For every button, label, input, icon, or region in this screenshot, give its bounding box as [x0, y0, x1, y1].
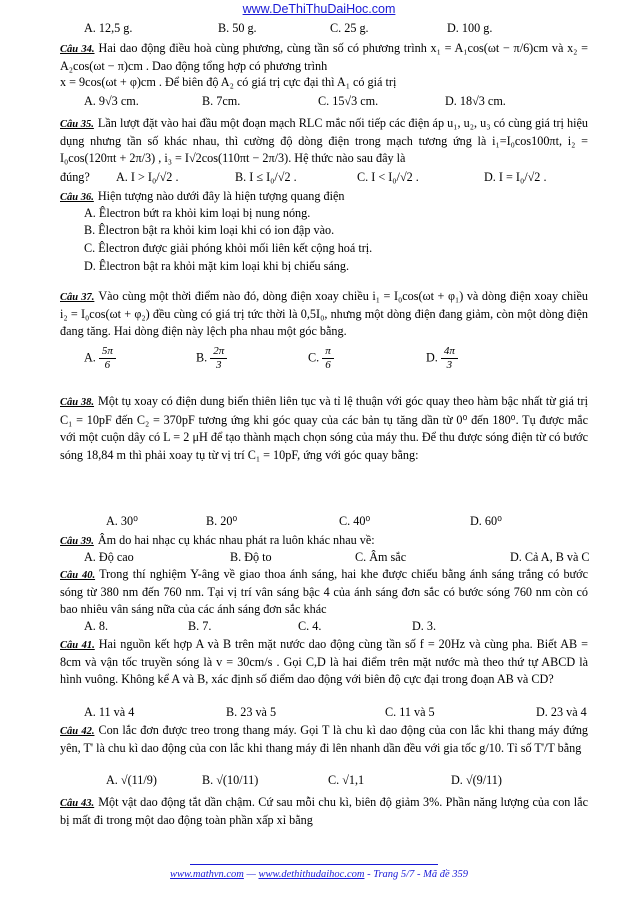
q37-option-d: D. $\frac{4\pi}{3}$ — [426, 345, 458, 372]
q42-option-d: D. √(9/11) — [451, 773, 502, 787]
q39-option-a: A. Độ cao — [84, 550, 134, 564]
q39-number: Câu 39. — [60, 536, 94, 547]
header-site-link[interactable]: www.DeThiThuDaiHoc.com — [242, 2, 396, 16]
q40-option-a: A. 8. — [84, 619, 109, 633]
q34-option-b: B. 7cm. — [202, 94, 241, 108]
q34-option-d: D. 18√3 cm. — [445, 94, 506, 108]
q38-option-b: B. 20⁰ — [206, 514, 238, 528]
q39-option-c: C. Âm sắc — [355, 550, 407, 564]
q33-option-d: D. 100 g. — [447, 21, 493, 35]
q41-stem: Hai nguồn kết hợp A và B trên mặt nước dao động cùng tần số f = 20Hz và cùng pha. Biết AB = 8cm và vận tốc truyền sóng là v = 30cm/s . Gọi C,D là hai điểm trên mặt nước mà theo thứ tự ABCD là hình vuông. Không kể A và B, xác định số điểm dao động với biên độ cực đại trong đoạn AB và CD? — [60, 637, 589, 686]
q39-text — [60, 532, 588, 550]
q35-stem: Lần lượt đặt vào hai đầu một đoạn mạch RLC mắc nối tiếp các điện áp u₁, u₂, u₃ có cùng giá trị hiệu dụng nhưng tần số khác nhau, thì cường độ dòng điện trong mạch tương ứng là i₁=I₀cos100πt, i₂ = I₀cos(120πt + 2π/3) , i₃ = I√2cos(110πt − 2π/3). Hệ thức nào sau đây là — [60, 116, 589, 165]
q33-option-a: A. 12,5 g. — [84, 21, 133, 35]
footer-link-mathvn[interactable]: www.mathvn.com — [170, 869, 244, 880]
q42-option-c: C. √1,1 — [328, 773, 365, 787]
q33-option-b: B. 50 g. — [218, 21, 257, 35]
footer-page-info: - Trang 5/7 - Mã đề 359 — [367, 869, 468, 880]
q38-stem: Một tụ xoay có điện dung biến thiên liên tục và tỉ lệ thuận với góc quay theo hàm bậc nhất từ giá trị C₁ = 10pF đến C₂ = 370pF tương ứng khi góc quay của các bản tụ tăng dần từ 0⁰ đến 180⁰. Tụ được mắc với một cuộn dây có L = 2 μH để tạo thành mạch chọn sóng của máy thu. Để thu được sóng điện từ có bước sóng 18,84 m thì phải xoay tụ từ vị trí C₁ = 10pF, ứng với góc quay bằng: — [60, 394, 588, 462]
footer-link-dethithudaihoc[interactable]: www.dethithudaihoc.com — [258, 869, 365, 880]
q43-stem: Một vật dao động tắt dần chậm. Cứ sau mỗi chu kì, biên độ giảm 3%. Phần năng lượng của con lắc bị mất đi trong một dao động toàn phần xấp xỉ bằng — [60, 795, 588, 827]
q36-option-a: A. Êlectron bứt ra khỏi kim loại bị nung nóng. — [84, 206, 311, 220]
q36-number: Câu 36. — [60, 192, 94, 203]
q34-number: Câu 34. — [60, 44, 95, 55]
q36-option-d: D. Êlectron bật ra khỏi mặt kim loại khi bị chiếu sáng. — [84, 259, 350, 273]
q43-number: Câu 43. — [60, 798, 95, 809]
footer — [0, 869, 638, 880]
q34-line3: x = 9cos(ωt + φ)cm . Để biên độ A₂ có giá trị cực đại thì A₁ có giá trị — [60, 75, 397, 89]
q40-option-b: B. 7. — [188, 619, 212, 633]
q36-text — [60, 188, 588, 206]
q40-option-d: D. 3. — [412, 619, 437, 633]
q41-number: Câu 41. — [60, 640, 95, 651]
q38-option-d: D. 60⁰ — [470, 514, 502, 528]
q42-stem: Con lắc đơn được treo trong thang máy. Gọi T là chu kì dao động của con lắc khi thang máy đứng yên, T' là chu kì dao động của con lắc khi thang máy đi lên nhanh dần đều với gia tốc g/10. Tỉ số T'/T bằng — [60, 723, 589, 755]
q39-stem: Âm do hai nhạc cụ khác nhau phát ra luôn khác nhau về: — [97, 533, 375, 547]
q40-option-c: C. 4. — [298, 619, 322, 633]
q43-text — [60, 794, 588, 829]
q37-text — [60, 288, 588, 340]
q34-option-a: A. 9√3 cm. — [84, 94, 139, 108]
q33-option-c: C. 25 g. — [330, 21, 369, 35]
q42-text — [60, 722, 588, 757]
q35-lead: đúng? — [60, 170, 90, 184]
q38-text — [60, 393, 588, 464]
footer-separator: — — [246, 869, 256, 880]
q35-option-b: B. I ≤ I₀/√2 . — [235, 170, 297, 184]
q39-option-b: B. Độ to — [230, 550, 272, 564]
q35-option-d: D. I = I₀/√2 . — [484, 170, 547, 184]
q42-option-b: B. √(10/11) — [202, 773, 259, 787]
q37-number: Câu 37. — [60, 292, 95, 303]
q42-option-a: A. √(11/9) — [106, 773, 157, 787]
q35-number: Câu 35. — [60, 119, 94, 130]
q39-option-d: D. Cả A, B và C — [510, 550, 590, 564]
q37-stem: Vào cùng một thời điểm nào đó, dòng điện xoay chiều i₁ = I₀cos(ωt + φ₁) và dòng điện xoay chiều i₂ = I₀cos(ωt + φ₂) đều cùng có giá trị tức thời là 0,5I₀, nhưng một dòng điện đang giảm, còn một dòng điện đang tăng. Hai dòng điện này lệch pha nhau một góc bằng. — [60, 289, 588, 338]
q35-option-a: A. I > I₀/√2 . — [116, 170, 179, 184]
q41-option-b: B. 23 và 5 — [226, 705, 277, 719]
q41-text — [60, 636, 588, 688]
q41-option-a: A. 11 và 4 — [84, 705, 135, 719]
q38-option-c: C. 40⁰ — [339, 514, 371, 528]
q41-option-c: C. 11 và 5 — [385, 705, 435, 719]
q36-option-c: C. Êlectron được giải phóng khỏi mối liên kết cộng hoá trị. — [84, 241, 373, 255]
q38-number: Câu 38. — [60, 397, 95, 408]
q34-option-c: C. 15√3 cm. — [318, 94, 379, 108]
q37-option-a: A. $\frac{5\pi}{6}$ — [84, 345, 116, 372]
q40-number: Câu 40. — [60, 570, 96, 581]
q37-option-c: C. $\frac{\pi}{6}$ — [308, 345, 334, 372]
q37-option-b: B. $\frac{2\pi}{3}$ — [196, 345, 227, 372]
q41-option-d: D. 23 và 4 — [536, 705, 587, 719]
q42-number: Câu 42. — [60, 726, 95, 737]
q40-stem: Trong thí nghiệm Y-âng về giao thoa ánh sáng, hai khe được chiếu bằng ánh sáng trắng có bước sóng từ 380 nm đến 760 nm. Tại vị trí vân sáng bậc 4 của ánh sáng đơn sắc có bước sóng 760 nm còn có bao nhiêu vân sáng nữa của các ánh sáng đơn sắc khác — [60, 567, 589, 616]
footer-divider — [190, 864, 438, 865]
q35-option-c: C. I < I₀/√2 . — [357, 170, 419, 184]
q36-stem: Hiện tượng nào dưới đây là hiện tượng quang điện — [97, 189, 345, 203]
q35-text — [60, 115, 588, 167]
q34-text — [60, 40, 588, 75]
q34-stem: Hai dao động điều hoà cùng phương, cùng tần số có phương trình x₁ = A₁cos(ωt − π/6)cm và x₂ = A₂cos(ωt − π)cm . Dao động tổng hợp có phương trình — [60, 41, 588, 73]
q40-text — [60, 566, 588, 618]
q38-option-a: A. 30⁰ — [106, 514, 138, 528]
q36-option-b: B. Êlectron bật ra khỏi kim loại khi có ion đập vào. — [84, 223, 335, 237]
